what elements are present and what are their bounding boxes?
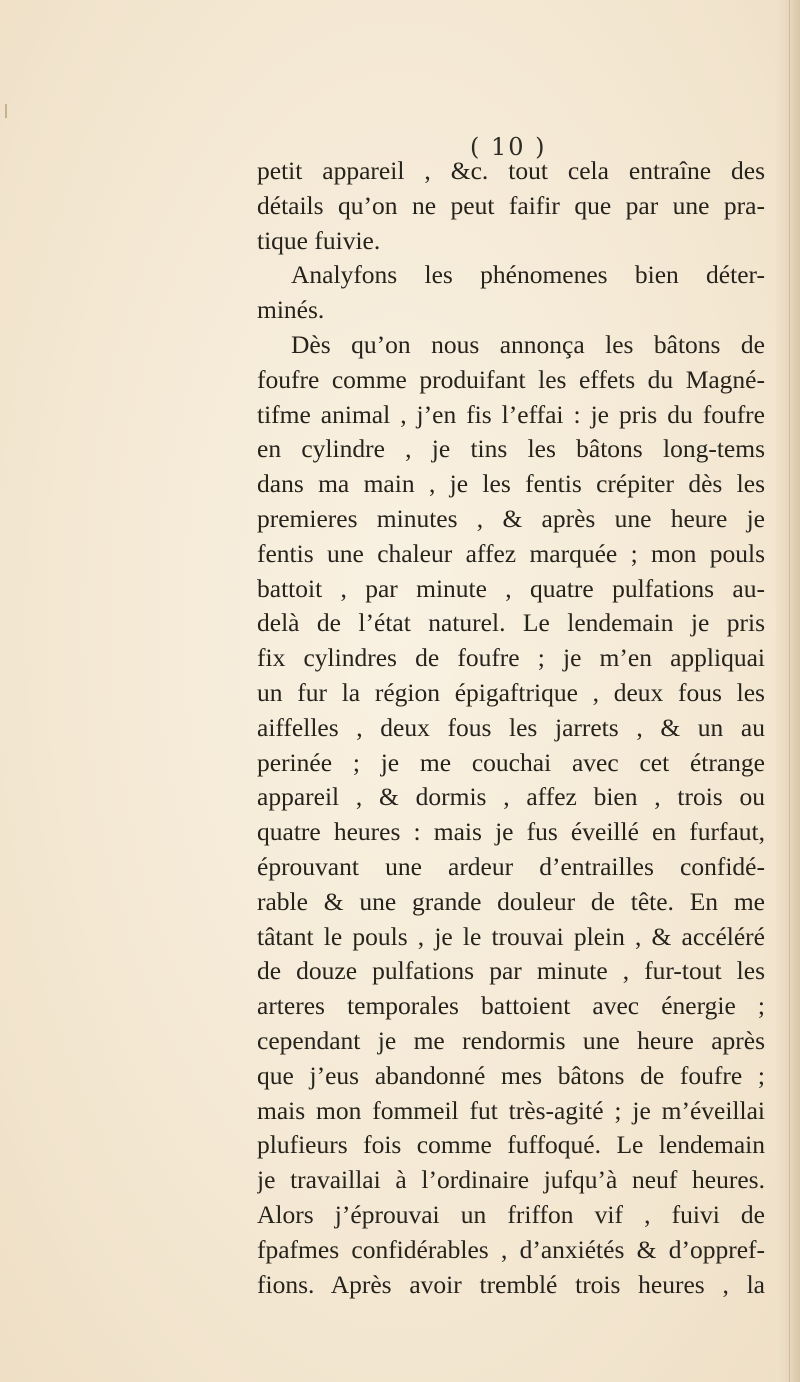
text-line: aiffelles , deux fous les jarrets , & un au <box>257 712 765 742</box>
page-number: ( 10 ) <box>470 133 547 161</box>
text-line: dans ma main , je les fentis crépiter dès les <box>257 469 765 499</box>
text-line: tique fuivie. <box>257 225 381 255</box>
text-line: fix cylindres de foufre ; je m’en appliquai <box>257 643 765 673</box>
text-line: un fur la région épigaftrique , deux fous les <box>257 677 765 707</box>
text-line: premieres minutes , & après une heure je <box>257 503 765 533</box>
text-line: fions. Après avoir tremblé trois heures , la <box>257 1269 765 1299</box>
text-line: détails qu’on ne peut faifir que par une pra- <box>257 190 765 220</box>
text-line: en cylindre , je tins les bâtons long-tems <box>257 434 765 464</box>
text-line: fpafmes confidérables , d’anxiétés & d’oppref- <box>257 1234 765 1264</box>
text-line: éprouvant une ardeur d’entrailles confidé- <box>257 851 765 881</box>
text-line: battoit , par minute , quatre pulfations au- <box>257 573 765 603</box>
text-line: Analyfons les phénomenes bien déter- <box>291 260 765 290</box>
text-line: de douze pulfations par minute , fur-tout les <box>257 956 765 986</box>
page-edge-line <box>789 0 790 1382</box>
text-line: minés. <box>257 295 325 325</box>
text-line: delà de l’état naturel. Le lendemain je pris <box>257 608 765 638</box>
text-line: mais mon fommeil fut très-agité ; je m’éveillai <box>257 1095 765 1125</box>
text-line: Alors j’éprouvai un friffon vif , fuivi de <box>257 1199 765 1229</box>
text-line: petit appareil , &c. tout cela entraîne des <box>257 156 765 185</box>
text-line: tâtant le pouls , je le trouvai plein , & accéléré <box>257 921 765 951</box>
text-line: fentis une chaleur affez marquée ; mon pouls <box>257 538 765 568</box>
text-line: je travaillai à l’ordinaire jufqu’à neuf heures. <box>257 1165 765 1195</box>
text-line: cependant je me rendormis une heure après <box>257 1025 765 1055</box>
text-line: perinée ; je me couchai avec cet étrange <box>257 747 765 777</box>
margin-mark <box>5 104 7 118</box>
text-line: appareil , & dormis , affez bien , trois ou <box>257 782 765 812</box>
text-line: plufieurs fois comme fuffoqué. Le lendemain <box>257 1130 765 1160</box>
text-line: Dès qu’on nous annonça les bâtons de <box>291 329 765 359</box>
text-line: foufre comme produifant les effets du Magné- <box>257 364 765 394</box>
text-line: arteres temporales battoient avec énergie ; <box>257 991 765 1021</box>
text-line: quatre heures : mais je fus éveillé en furfaut, <box>257 817 765 847</box>
text-line: tifme animal , j’en fis l’effai : je pris du foufre <box>257 399 765 429</box>
text-line: rable & une grande douleur de tête. En me <box>257 886 765 916</box>
text-line: que j’eus abandonné mes bâtons de foufre ; <box>257 1060 765 1090</box>
body-text <box>257 154 765 1302</box>
page-edge <box>776 0 800 1382</box>
